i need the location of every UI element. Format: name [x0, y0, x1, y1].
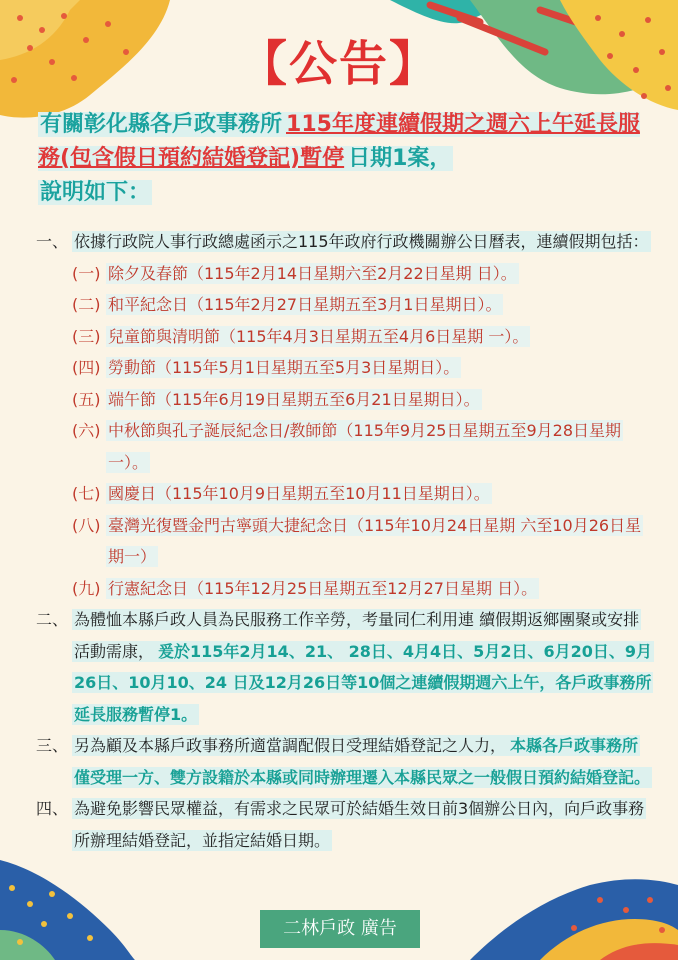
section-four — [36, 793, 652, 856]
list-item-label: (四) — [72, 358, 101, 377]
list-item — [72, 573, 652, 605]
list-item — [72, 510, 652, 573]
list-item-label: (一) — [72, 263, 101, 283]
section-number: 四、 — [36, 799, 69, 818]
list-item-label: (五) — [72, 389, 101, 409]
list-item-label: (六) — [72, 421, 101, 440]
page-title: 【公告】 — [238, 36, 439, 92]
headline-suffix: 日期1案， — [348, 146, 452, 171]
list-item — [72, 352, 652, 384]
announcement-body — [36, 226, 652, 856]
section-bold-text: 本縣各戶政事務所僅受理一方、雙方設籍於本縣或同時辦理遷入本縣民眾之一般假日預約結婚登記。 — [74, 736, 651, 787]
list-item — [72, 415, 652, 478]
section-number: 一、 — [36, 232, 69, 251]
list-item-text: 行憲紀念日（115年12月25日星期五至12月27日星期 日）。 — [108, 578, 538, 598]
section-text: 為體恤本縣戶政人員為民服務工作辛勞，考量同仁利用連 續假期返鄉團聚或安排活動需康， — [74, 610, 640, 661]
section-two — [36, 604, 652, 730]
list-item — [72, 289, 652, 321]
list-item-text: 端午節（115年6月19日星期五至6月21日星期日）。 — [108, 389, 480, 409]
list-item-label: (七) — [72, 484, 101, 503]
list-item — [72, 478, 652, 510]
list-item-label: (八) — [72, 515, 101, 535]
section-text: 為避免影響民眾權益，有需求之民眾可於結婚生效日前3個辦公日內，向戶政事務所辦理結婚登記，並指定結婚日期。 — [74, 799, 645, 850]
section-one — [36, 226, 652, 604]
list-item-text: 和平紀念日（115年2月27日星期五至3月1日星期日）。 — [108, 295, 502, 314]
section-three — [36, 730, 652, 793]
list-item-text: 臺灣光復暨金門古寧頭大捷紀念日（115年10月24日星期 六至10月26日星期一） — [108, 515, 642, 566]
list-item — [72, 384, 652, 416]
list-item-label: (九) — [72, 578, 101, 598]
list-item-label: (二) — [72, 295, 101, 314]
headline-highlight: 115年度連續假期之週六上午延長服務(包含假日預約結婚登記)暫停 — [38, 112, 640, 171]
headline-prefix: 有關彰化縣各戶政事務所 — [40, 112, 283, 137]
list-item-text: 勞動節（115年5月1日星期五至5月3日星期日）。 — [108, 358, 460, 377]
holiday-list — [72, 258, 652, 605]
list-item-text: 國慶日（115年10月9日星期五至10月11日星期日）。 — [108, 484, 490, 503]
list-item-label: (三) — [72, 326, 101, 346]
list-item-text: 兒童節與清明節（115年4月3日星期五至4月6日星期 一）。 — [108, 326, 529, 346]
section-number: 三、 — [36, 736, 69, 755]
headline-explanation-lead: 說明如下： — [40, 180, 151, 205]
list-item — [72, 258, 652, 290]
list-item — [72, 321, 652, 353]
section-text: 另為顧及本縣戶政事務所適當調配假日受理結婚登記之人力， — [74, 736, 507, 755]
section-number: 二、 — [36, 610, 69, 629]
section-text: 依據行政院人事行政總處函示之115年政府行政機關辦公日曆表，連續假期包括： — [74, 232, 649, 251]
announcement-headline — [38, 108, 658, 210]
section-bold-text: 爰於115年2月14、21、 28日、4月4日、5月2日、6月20日、9月26日、10月10、24 日及12月26日等10個之連續假期週六上午，各戶政事務所 延長服務暫停1。 — [74, 641, 652, 724]
footer-badge: 二林戶政 廣告 — [260, 910, 420, 948]
list-item-text: 中秋節與孔子誕辰紀念日/教師節（115年9月25日星期五至9月28日星期一）。 — [108, 421, 622, 472]
list-item-text: 除夕及春節（115年2月14日星期六至2月22日星期 日）。 — [108, 263, 517, 283]
